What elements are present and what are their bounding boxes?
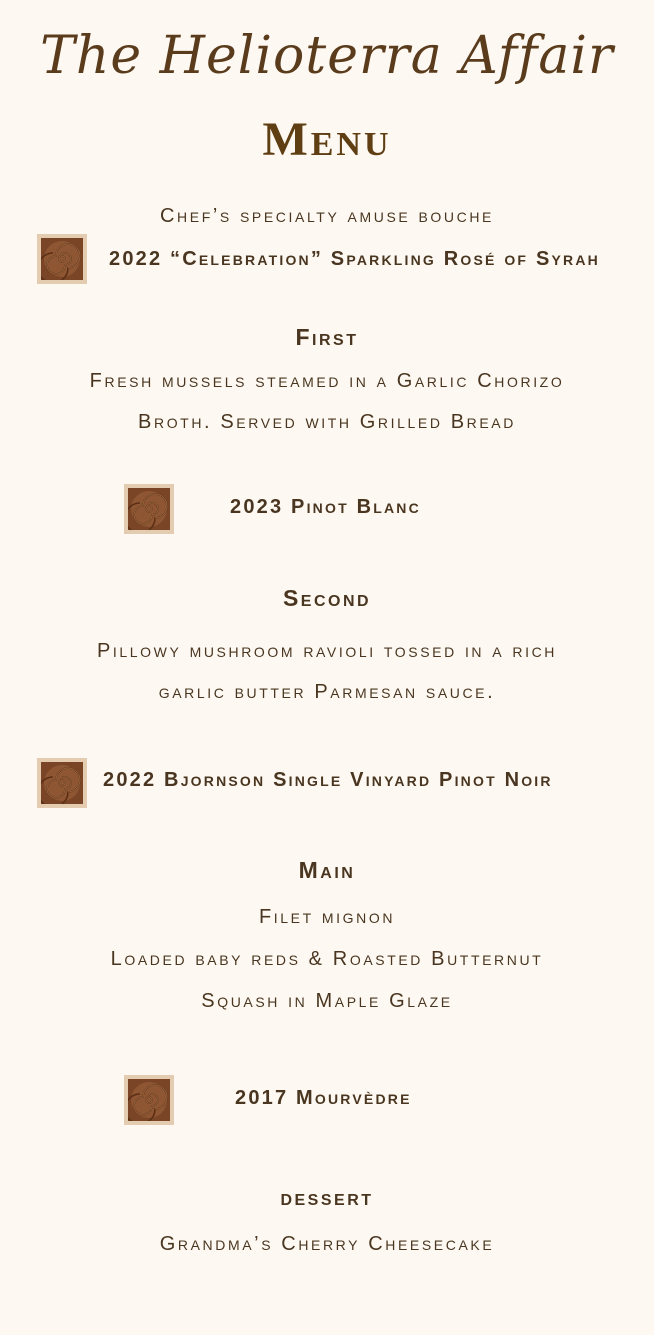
ammonite-fossil-icon (37, 234, 87, 284)
course-heading-second: Second (282, 585, 372, 611)
main-dish-line: Squash in Maple Glaze (201, 990, 453, 1012)
main-dish-line: Filet mignon (258, 906, 396, 928)
amuse-wine: 2022 “Celebration” Sparkling Rosé of Syrah (109, 248, 600, 270)
dessert-dish-line: Grandma’s Cherry Cheesecake (159, 1233, 495, 1255)
main-wine: 2017 Mourvèdre (235, 1087, 412, 1109)
menu-heading: Menu (262, 113, 392, 166)
first-wine: 2023 Pinot Blanc (230, 496, 421, 518)
ammonite-fossil-icon (124, 1075, 174, 1125)
course-heading-main: Main (298, 857, 356, 883)
first-dish-line: Broth. Served with Grilled Bread (138, 411, 516, 433)
first-dish-line: Fresh mussels steamed in a Garlic Chorizo (89, 370, 565, 392)
ammonite-fossil-icon (124, 484, 174, 534)
amuse-dish: Chef’s specialty amuse bouche (160, 205, 494, 227)
second-dish-line: garlic butter Parmesan sauce. (158, 681, 496, 703)
course-heading-first: First (295, 324, 359, 350)
main-dish-line: Loaded baby reds & Roasted Butternut (110, 948, 544, 970)
course-heading-dessert: dessert (280, 1184, 374, 1210)
event-title: The Helioterra Affair (40, 26, 614, 86)
ammonite-fossil-icon (37, 758, 87, 808)
second-wine: 2022 Bjornson Single Vinyard Pinot Noir (103, 769, 553, 791)
second-dish-line: Pillowy mushroom ravioli tossed in a rich (96, 640, 558, 662)
